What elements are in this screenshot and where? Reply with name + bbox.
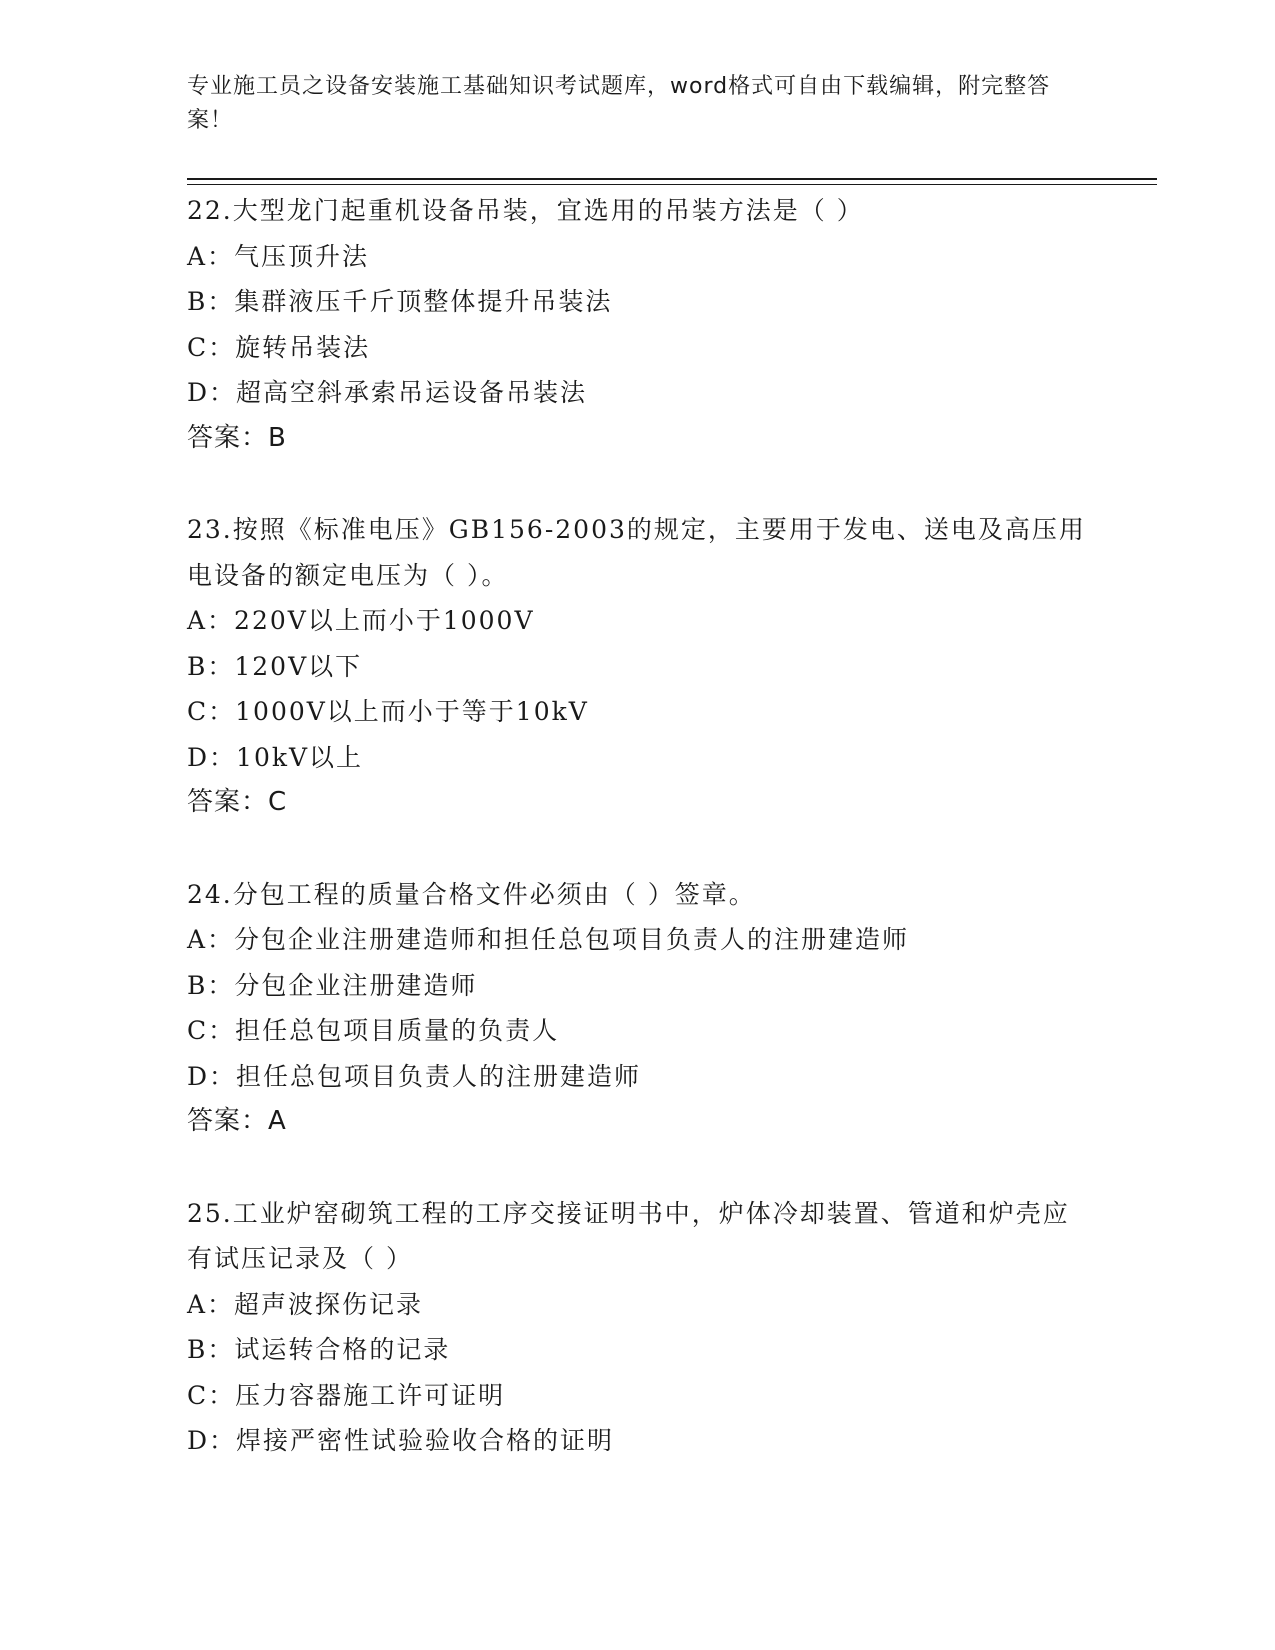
- option-d: D：焊接严密性试验验收合格的证明: [187, 1426, 615, 1455]
- option-b: B：120V以下: [187, 651, 363, 681]
- question-list: [187, 188, 1087, 1510]
- option-c: C：担任总包项目质量的负责人: [187, 1016, 560, 1045]
- option-d: D：担任总包项目负责人的注册建造师: [187, 1061, 642, 1091]
- option-b: B：分包企业注册建造师: [187, 970, 478, 1000]
- question-24: [187, 872, 1087, 1145]
- option-d: D：10kV以上: [187, 742, 364, 772]
- question-stem: 22.大型龙门起重机设备吊装，宜选用的吊装方法是（ ）: [187, 196, 864, 225]
- answer: 答案：B: [187, 422, 287, 453]
- option-c: C：1000V以上而小于等于10kV: [187, 697, 589, 726]
- question-22: [187, 188, 1087, 461]
- question-23: [187, 507, 1087, 826]
- header-divider: [187, 178, 1157, 180]
- option-a: A：超声波探伤记录: [187, 1289, 424, 1319]
- question-stem: 23.按照《标准电压》GB156-2003的规定，主要用于发电、送电及高压用电设备的额定电压为（ ）。: [187, 515, 1086, 590]
- answer: 答案：A: [187, 1106, 287, 1136]
- option-a: A：220V以上而小于1000V: [187, 606, 535, 635]
- option-b: B：试运转合格的记录: [187, 1335, 451, 1364]
- answer: 答案：C: [187, 787, 288, 817]
- option-c: C：旋转吊装法: [187, 332, 371, 362]
- option-b: B：集群液压千斤顶整体提升吊装法: [187, 287, 613, 316]
- question-stem: 24.分包工程的质量合格文件必须由（ ）签章。: [187, 879, 756, 909]
- option-c: C：压力容器施工许可证明: [187, 1380, 506, 1410]
- option-a: A：分包企业注册建造师和担任总包项目负责人的注册建造师: [187, 925, 910, 954]
- question-25: [187, 1191, 1087, 1464]
- question-stem: 25.工业炉窑砌筑工程的工序交接证明书中，炉体冷却装置、管道和炉壳应有试压记录及（ ）: [187, 1198, 1070, 1273]
- header-divider-thin: [187, 184, 1157, 185]
- option-d: D：超高空斜承索吊运设备吊装法: [187, 378, 588, 407]
- document-header: 专业施工员之设备安装施工基础知识考试题库，word格式可自由下载编辑，附完整答案！: [187, 74, 1051, 133]
- option-a: A：气压顶升法: [187, 241, 370, 271]
